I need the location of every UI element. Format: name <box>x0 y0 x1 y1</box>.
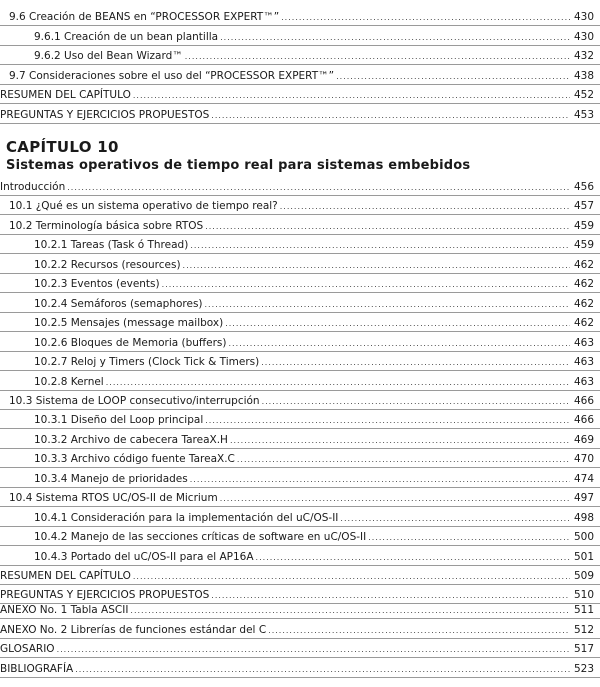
row-divider <box>0 45 600 46</box>
toc-entry-page: 470 <box>573 453 594 466</box>
toc-entry-title: 10.2.8 Kernel <box>34 375 104 388</box>
toc-entry-line <box>0 86 594 104</box>
toc-entry-page: 474 <box>573 472 594 485</box>
row-divider <box>0 409 600 410</box>
row-divider <box>0 390 600 391</box>
toc-entry <box>0 295 600 313</box>
toc-entry <box>0 373 600 391</box>
toc-entry-title: 10.3.2 Archivo de cabecera TareaX.H <box>34 433 228 446</box>
row-divider <box>0 487 600 488</box>
toc-entry-page: 466 <box>573 414 594 427</box>
toc-entry <box>0 431 600 449</box>
row-divider <box>0 565 600 566</box>
row-divider <box>0 638 600 639</box>
toc-entry <box>0 334 600 352</box>
toc-entry-page: 453 <box>573 109 594 121</box>
toc-entry-title: 9.6.1 Creación de un bean plantilla <box>34 30 219 43</box>
toc-entry <box>0 450 600 468</box>
toc-entry-line <box>0 621 594 639</box>
toc-entry <box>0 217 600 235</box>
toc-entry-page: 462 <box>573 317 594 330</box>
toc-entry <box>0 601 600 619</box>
toc-entry-line <box>34 373 594 391</box>
toc-entry-page: 501 <box>573 550 594 563</box>
toc-entry <box>0 392 600 410</box>
chapter-label: CAPÍTULO 10 <box>6 138 119 156</box>
row-divider <box>0 25 600 26</box>
row-divider <box>0 273 600 274</box>
toc-entry-title: 10.2.2 Recursos (resources) <box>34 258 181 271</box>
toc-entry-line <box>34 314 594 332</box>
toc-entry <box>0 178 600 196</box>
row-divider <box>0 84 600 85</box>
toc-entry <box>0 106 600 124</box>
toc-entry-title: 9.6 Creación de BEANS en “PROCESSOR EXPERT™” <box>9 11 280 23</box>
toc-entry-line <box>34 334 594 352</box>
toc-entry <box>0 411 600 429</box>
toc-entry-line <box>34 28 594 46</box>
toc-entry <box>0 548 600 566</box>
toc-entry-line <box>34 353 594 371</box>
toc-entry-title: 10.4.1 Consideración para la implementación del uC/OS-II <box>34 511 339 524</box>
row-divider <box>0 370 600 371</box>
toc-entry-line <box>9 197 594 215</box>
toc-entry-title: 10.4.2 Manejo de las secciones críticas de software en uC/OS-II <box>34 531 367 544</box>
chapter-title: Sistemas operativos de tiempo real para sistemas embebidos <box>6 158 471 173</box>
toc-entry-page: 457 <box>573 200 594 213</box>
toc-entry-line <box>0 601 594 619</box>
toc-entry-title: 10.2 Terminología básica sobre RTOS <box>9 219 204 232</box>
row-divider <box>0 506 600 507</box>
toc-entry <box>0 86 600 104</box>
toc-entry-page: 459 <box>573 239 594 252</box>
row-divider <box>0 467 600 468</box>
row-divider <box>0 677 600 678</box>
row-divider <box>0 292 600 293</box>
toc-entry <box>0 314 600 332</box>
toc-entry-page: 430 <box>573 30 594 43</box>
toc-entry <box>0 8 600 26</box>
row-divider <box>0 123 600 124</box>
toc-entry-page: 523 <box>573 662 594 675</box>
toc-entry <box>0 470 600 488</box>
toc-entry-title: 10.2.5 Mensajes (message mailbox) <box>34 317 224 330</box>
toc-entry-title: ANEXO No. 2 Librerías de funciones estándar del C <box>0 623 267 636</box>
toc-entry-title: 10.2.7 Reloj y Timers (Clock Tick & Timers) <box>34 356 260 369</box>
toc-entry <box>0 28 600 46</box>
toc-entry-title: 10.1 ¿Qué es un sistema operativo de tiempo real? <box>9 200 278 213</box>
toc-entry-line <box>34 47 594 65</box>
toc-entry-line <box>0 106 594 124</box>
row-divider <box>0 428 600 429</box>
toc-entry-page: 498 <box>573 511 594 524</box>
toc-entry <box>0 67 600 85</box>
toc-entry-page: 500 <box>573 531 594 544</box>
row-divider <box>0 253 600 254</box>
toc-entry-line <box>9 67 594 85</box>
toc-entry-line <box>34 548 594 566</box>
toc-entry <box>0 621 600 639</box>
toc-entry-title: GLOSARIO <box>0 643 55 656</box>
toc-entry-title: PREGUNTAS Y EJERCICIOS PROPUESTOS <box>0 589 210 602</box>
toc-entry-line <box>0 178 594 196</box>
toc-entry-title: 9.7 Consideraciones sobre el uso del “PROCESSOR EXPERT™” <box>9 69 335 82</box>
toc-entry-line <box>34 509 594 527</box>
toc-entry <box>0 275 600 293</box>
toc-entry-line <box>9 489 594 507</box>
toc-entry-title: 10.2.6 Bloques de Memoria (buffers) <box>34 336 227 349</box>
row-divider <box>0 331 600 332</box>
toc-entry-title: RESUMEN DEL CAPÍTULO <box>0 89 131 102</box>
toc-entry-line <box>0 567 594 585</box>
toc-entry-line <box>34 470 594 488</box>
toc-entry <box>0 660 600 678</box>
row-divider <box>0 214 600 215</box>
row-divider <box>0 195 600 196</box>
row-divider <box>0 618 600 619</box>
row-divider <box>0 64 600 65</box>
toc-entry-title: 10.2.4 Semáforos (semaphores) <box>34 297 203 310</box>
toc-entry-title: 10.2.1 Tareas (Task ó Thread) <box>34 239 189 252</box>
toc-entry-page: 463 <box>573 336 594 349</box>
toc-entry <box>0 509 600 527</box>
toc-entry <box>0 256 600 274</box>
row-divider <box>0 448 600 449</box>
toc-entry-page: 510 <box>573 589 594 602</box>
toc-entry-line <box>0 660 594 678</box>
toc-entry-title: 10.3.3 Archivo código fuente TareaX.C <box>34 453 235 466</box>
toc-entry-page: 512 <box>573 623 594 636</box>
toc-entry-line <box>9 8 594 26</box>
toc-entry <box>0 47 600 65</box>
toc-entry-page: 466 <box>573 394 594 407</box>
toc-entry-page: 462 <box>573 297 594 310</box>
toc-entry <box>0 489 600 507</box>
toc-entry-line <box>9 217 594 235</box>
toc-entry-title: Introducción <box>0 181 66 193</box>
toc-entry-page: 517 <box>573 643 594 656</box>
toc-entry <box>0 567 600 585</box>
toc-entry-line <box>34 236 594 254</box>
toc-entry-page: 452 <box>573 89 594 102</box>
row-divider <box>0 526 600 527</box>
toc-entry-title: 10.4 Sistema RTOS UC/OS-II de Micrium <box>9 492 218 505</box>
toc-entry-line <box>34 275 594 293</box>
toc-entry-line <box>34 450 594 468</box>
row-divider <box>0 584 600 585</box>
toc-entry-page: 462 <box>573 278 594 291</box>
row-divider <box>0 545 600 546</box>
toc-entry <box>0 528 600 546</box>
toc-entry-title: RESUMEN DEL CAPÍTULO <box>0 570 131 582</box>
toc-entry-page: 432 <box>573 50 594 63</box>
toc-entry <box>0 197 600 215</box>
toc-entry-line <box>34 528 594 546</box>
toc-entry-page: 469 <box>573 433 594 446</box>
toc-entry-line <box>34 411 594 429</box>
toc-entry-title: 10.2.3 Eventos (events) <box>34 278 160 291</box>
toc-entry-page: 438 <box>573 69 594 82</box>
toc-entry-line <box>34 256 594 274</box>
row-divider <box>0 657 600 658</box>
toc-entry <box>0 640 600 658</box>
toc-entry-line <box>0 640 594 658</box>
toc-entry-page: 463 <box>573 356 594 369</box>
toc-entry-page: 462 <box>573 258 594 271</box>
row-divider <box>0 234 600 235</box>
toc-entry-title: 10.4.3 Portado del uC/OS-II para el AP16A <box>34 550 254 563</box>
toc-entry-page: 456 <box>573 181 594 193</box>
toc-entry-line <box>9 392 594 410</box>
row-divider <box>0 351 600 352</box>
toc-entry-title: 10.3.1 Diseño del Loop principal <box>34 414 204 427</box>
toc-entry-line <box>34 431 594 449</box>
toc-entry-page: 463 <box>573 375 594 388</box>
toc-entry-page: 511 <box>573 604 594 616</box>
toc-entry-page: 430 <box>573 11 594 23</box>
toc-entry-title: PREGUNTAS Y EJERCICIOS PROPUESTOS <box>0 109 210 121</box>
toc-entry-title: 9.6.2 Uso del Bean Wizard™ <box>34 50 183 63</box>
toc-entry-page: 497 <box>573 492 594 505</box>
toc-entry-page: 509 <box>573 570 594 582</box>
toc-entry-page: 459 <box>573 219 594 232</box>
row-divider <box>0 312 600 313</box>
toc-entry-line <box>34 295 594 313</box>
toc-entry-title: 10.3.4 Manejo de prioridades <box>34 472 188 485</box>
toc-entry <box>0 353 600 371</box>
toc-entry-title: ANEXO No. 1 Tabla ASCII <box>0 604 129 616</box>
toc-entry <box>0 236 600 254</box>
row-divider <box>0 103 600 104</box>
toc-entry-title: BIBLIOGRAFÍA <box>0 662 74 675</box>
toc-entry-title: 10.3 Sistema de LOOP consecutivo/interrupción <box>9 394 260 407</box>
